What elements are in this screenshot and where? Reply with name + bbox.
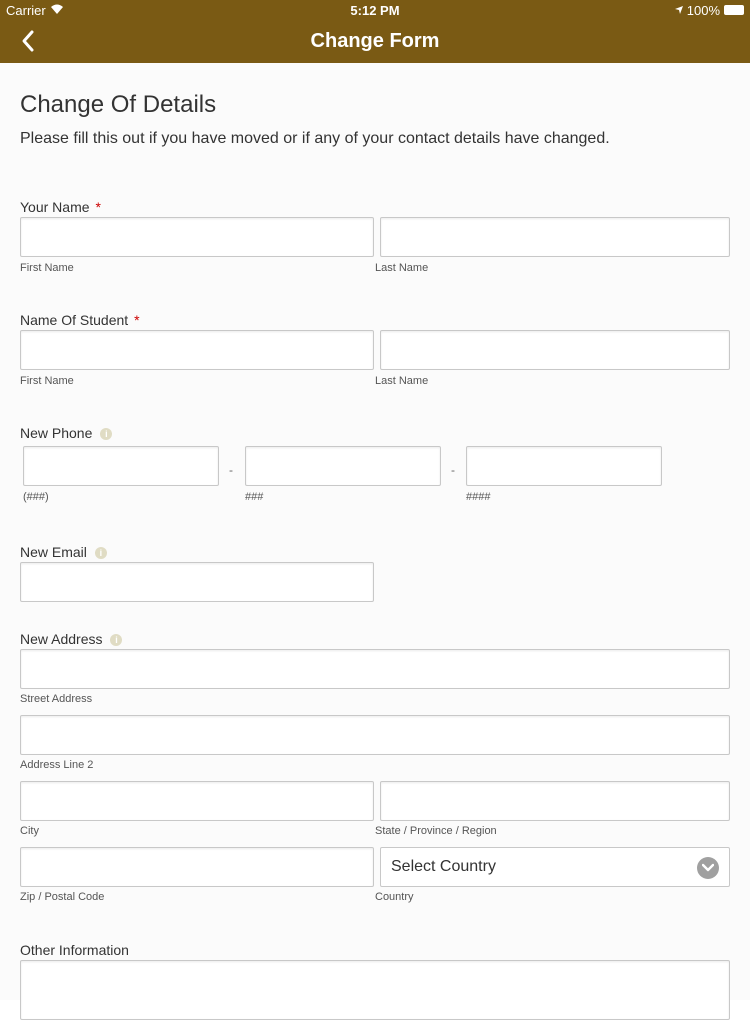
city-input[interactable] — [20, 781, 374, 821]
phone-separator: - — [451, 463, 455, 477]
address-label-text: New Address — [20, 631, 103, 647]
phone-area-code-sublabel: (###) — [23, 491, 49, 503]
your-name-label — [20, 199, 101, 215]
zip-input[interactable] — [20, 847, 374, 887]
nav-bar — [0, 20, 750, 63]
email-input[interactable] — [20, 562, 374, 602]
battery-label: 100% — [686, 3, 720, 18]
form-description: Please fill this out if you have moved or if any of your contact details have changed. — [20, 130, 610, 147]
your-name-label-text: Your Name — [20, 199, 90, 215]
carrier-label: Carrier — [6, 3, 46, 18]
state-sublabel: State / Province / Region — [375, 825, 497, 837]
state-input[interactable] — [380, 781, 730, 821]
form-content — [0, 63, 750, 1000]
student-last-name-sublabel: Last Name — [375, 375, 429, 387]
page-title: Change Of Details — [20, 91, 217, 118]
email-label-text: New Email — [20, 544, 87, 560]
phone-prefix-sublabel: ### — [245, 491, 264, 503]
your-last-name-sublabel: Last Name — [375, 262, 429, 274]
address-line2-input[interactable] — [20, 715, 730, 755]
student-name-label-text: Name Of Student — [20, 312, 129, 328]
email-label — [20, 544, 107, 560]
status-bar — [0, 0, 750, 20]
student-last-name-input[interactable] — [380, 330, 730, 370]
status-time: 5:12 PM — [350, 3, 400, 18]
chevron-down-icon — [697, 857, 719, 879]
info-icon[interactable]: i — [110, 634, 122, 646]
required-marker: * — [95, 199, 101, 215]
address-line2-sublabel: Address Line 2 — [20, 759, 94, 771]
your-last-name-input[interactable] — [380, 217, 730, 257]
other-info-textarea[interactable] — [20, 960, 730, 1020]
phone-label-text: New Phone — [20, 425, 93, 441]
phone-line-input[interactable] — [466, 446, 662, 486]
country-select[interactable] — [380, 847, 730, 887]
student-first-name-input[interactable] — [20, 330, 374, 370]
student-name-label — [20, 312, 140, 328]
phone-separator: - — [229, 463, 233, 477]
your-first-name-input[interactable] — [20, 217, 374, 257]
info-icon[interactable]: i — [95, 547, 107, 559]
your-first-name-sublabel: First Name — [20, 262, 74, 274]
street-address-sublabel: Street Address — [20, 693, 93, 705]
required-marker: * — [134, 312, 140, 328]
other-info-label: Other Information — [20, 942, 129, 958]
nav-title: Change Form — [310, 30, 440, 52]
country-select-value: Select Country — [391, 858, 496, 875]
battery-icon — [724, 5, 744, 15]
country-sublabel: Country — [375, 891, 414, 903]
phone-prefix-input[interactable] — [245, 446, 441, 486]
info-icon[interactable]: i — [100, 428, 112, 440]
zip-sublabel: Zip / Postal Code — [20, 891, 105, 903]
city-sublabel: City — [20, 825, 39, 837]
student-first-name-sublabel: First Name — [20, 375, 74, 387]
phone-label — [20, 425, 112, 441]
phone-line-sublabel: #### — [466, 491, 491, 503]
address-label — [20, 631, 122, 647]
phone-area-code-input[interactable] — [23, 446, 219, 486]
location-icon — [674, 3, 684, 18]
street-address-input[interactable] — [20, 649, 730, 689]
